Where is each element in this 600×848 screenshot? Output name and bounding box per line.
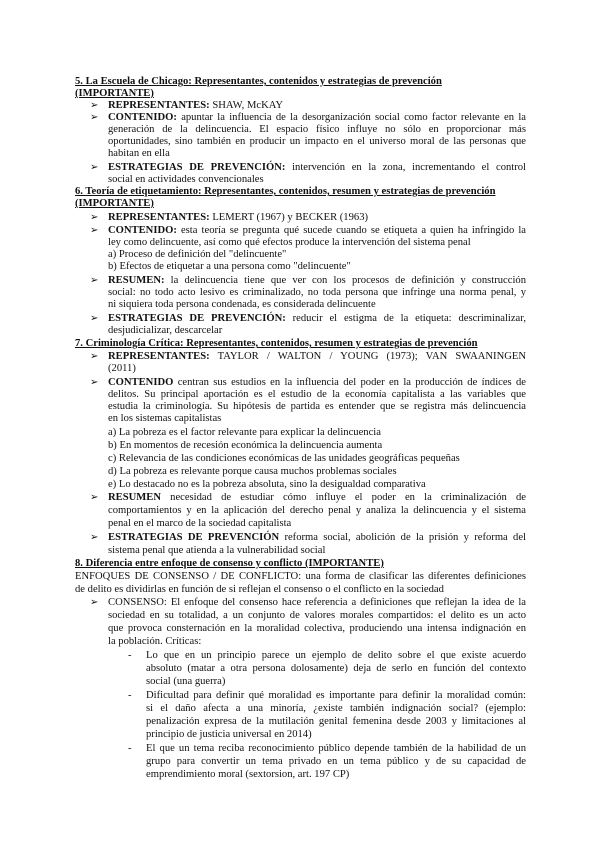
text-span: una forma de clasificar las diferentes definiciones xyxy=(305,571,526,582)
text-span: la delincuencia tiene que ver con los procesos de definición y construcción xyxy=(170,275,526,286)
s7-est-label: ESTRATEGIAS DE PREVENCIÓN xyxy=(108,532,280,543)
s7-representantes-line-1 xyxy=(108,351,526,363)
s6-cont-label: CONTENIDO: xyxy=(108,225,177,236)
dash-bullet: - xyxy=(128,743,132,754)
s7-contenido-line-4: en los sistemas capitalistas xyxy=(108,413,222,424)
bullet-arrow-icon: ➢ xyxy=(90,532,99,543)
s5-contenido-line-3: oportunidades, sino también en producir un impacto en el universo moral de las personas que xyxy=(108,136,526,147)
s5-rep-label: REPRESENTANTES: xyxy=(108,100,210,111)
s6-representantes xyxy=(108,212,368,224)
bullet-arrow-icon: ➢ xyxy=(90,597,99,608)
s7-estrategias-line-2: sistema penal que atienda a la vulnerabilidad social xyxy=(108,545,326,556)
s5-estrategias-line-1 xyxy=(108,162,526,174)
s8-consenso-line-3: que provoca consternación en la moralidad colectiva, produciendo una intensa indignación en xyxy=(108,623,526,634)
section-6-heading-tag: (IMPORTANTE) xyxy=(75,198,154,209)
section-6-heading: 6. Teoría de etiquetamiento: Representantes, contenidos, resumen y estrategias de prevención xyxy=(75,186,496,197)
s7-contenido-line-3: estudia la criminología. Su hipótesis de partida es entender que se registra más delincuencia xyxy=(108,401,526,412)
text-span: reducir el estigma de la etiqueta: descriminalizar, xyxy=(292,313,526,324)
critica-3-line-1: El que un tema reciba reconocimiento público depende también de la habilidad de un xyxy=(146,743,526,754)
s7-contenido-line-1 xyxy=(108,377,526,389)
s5-contenido-line-2: generación de la delincuencia. El espacio físico influye no sólo en proporcionar más xyxy=(108,124,526,135)
s6-est-label: ESTRATEGIAS DE PREVENCIÓN: xyxy=(108,313,286,324)
s6-rep-text: LEMERT (1967) y BECKER (1963) xyxy=(212,212,369,223)
s7-contenido-item-a: a) La pobreza es el factor relevante para explicar la delincuencia xyxy=(108,427,381,438)
text-span: intervención en la zona, incrementando el control xyxy=(292,162,526,173)
s5-est-label: ESTRATEGIAS DE PREVENCIÓN: xyxy=(108,162,286,173)
s8-intro-line-1 xyxy=(75,571,526,583)
s7-cont-label: CONTENIDO xyxy=(108,377,174,388)
bullet-arrow-icon: ➢ xyxy=(90,313,99,324)
section-7-heading: 7. Criminología Crítica: Representantes, contenidos, resumen y estrategias de prevención xyxy=(75,338,478,349)
s8-intro-label: ENFOQUES DE CONSENSO / DE CONFLICTO: xyxy=(75,571,302,582)
s7-resumen-line-2: comportamientos y en la aplicación del derecho penal y analiza la delincuencia y el sistema xyxy=(108,505,526,516)
s7-representantes-line-2: (2011) xyxy=(108,363,136,374)
critica-1-line-2: absoluto (matar a otra persona dolosamente) deja de serlo en función del contexto xyxy=(146,663,526,674)
s8-cons-label: CONSENSO: xyxy=(108,597,167,608)
s6-contenido-item-a: a) Proceso de definición del "delincuente" xyxy=(108,249,287,260)
s7-rep-label: REPRESENTANTES: xyxy=(108,351,210,362)
s6-resumen-line-3: ni siquiera toda persona condenada, es considerada delincuente xyxy=(108,299,376,310)
text-span: TAYLOR / WALTON / YOUNG (1973); VAN SWAANINGEN xyxy=(217,351,526,362)
text-span: centran sus estudios en la influencia del poder en la producción de índices de xyxy=(177,377,527,388)
critica-1-line-3: social (una guerra) xyxy=(146,676,226,687)
dash-bullet: - xyxy=(128,650,132,661)
bullet-arrow-icon: ➢ xyxy=(90,377,99,388)
s5-estrategias-line-2: social en actividades convencionales xyxy=(108,174,264,185)
s6-contenido-item-b: b) Efectos de etiquetar a una persona como "delincuente" xyxy=(108,261,351,272)
bullet-arrow-icon: ➢ xyxy=(90,212,99,223)
s7-contenido-line-2: delitos. Su principal aportación es el estudio de la economía capitalista a las variables que xyxy=(108,389,526,400)
s6-res-label: RESUMEN: xyxy=(108,275,165,286)
text-span: El enfoque del consenso hace referencia a definiciones que reflejan la idea de la xyxy=(170,597,526,608)
section-8-heading: 8. Diferencia entre enfoque de consenso y conflicto (IMPORTANTE) xyxy=(75,558,384,569)
s5-cont-label: CONTENIDO: xyxy=(108,112,177,123)
s8-consenso-line-1 xyxy=(108,597,526,609)
section-5-heading-tag: (IMPORTANTE) xyxy=(75,88,154,99)
s6-rep-label: REPRESENTANTES: xyxy=(108,212,210,223)
s6-resumen-line-2: social: no todo acto lesivo es criminalizado, no toda persona que infringe una norma penal, y xyxy=(108,287,526,298)
s7-contenido-item-d: d) La pobreza es relevante porque causa muchos problemas sociales xyxy=(108,466,397,477)
s6-estrategias-line-1 xyxy=(108,313,526,325)
s6-contenido-line-1 xyxy=(108,225,526,237)
s6-contenido-line-2: ley como delincuente, así como qué efectos produce la intervención del sistema penal xyxy=(108,237,471,248)
critica-1-line-1: Lo que en un principio parece un ejemplo de delito sobre el que existe acuerdo xyxy=(146,650,526,661)
bullet-arrow-icon: ➢ xyxy=(90,162,99,173)
bullet-arrow-icon: ➢ xyxy=(90,492,99,503)
critica-2-line-4: principio de justicia universal en 2014) xyxy=(146,729,312,740)
critica-3-line-2: grupo para convertir un tema privado en un tema público y de su capacidad de xyxy=(146,756,526,767)
section-5-heading: 5. La Escuela de Chicago: Representantes, contenidos y estrategias de prevención xyxy=(75,76,442,87)
s7-resumen-line-3: penal en el marco de la sociedad capitalista xyxy=(108,518,292,529)
bullet-arrow-icon: ➢ xyxy=(90,275,99,286)
critica-2-line-3: penalización expresa de la mutilación genital femenina desde 2003 y limitaciones al xyxy=(146,716,526,727)
bullet-arrow-icon: ➢ xyxy=(90,100,99,111)
critica-3-line-3: emprendimiento moral (sextorsion, art. 197 CP) xyxy=(146,769,350,780)
s5-representantes xyxy=(108,100,283,112)
text-span: reforma social, abolición de la prisión y reforma del xyxy=(284,532,527,543)
text-span: apuntar la influencia de la desorganización social como factor relevante en la xyxy=(181,112,526,123)
critica-2-line-2: si el daño afecta a una minoría, ¿existe también indignación social? (ejemplo: xyxy=(146,703,526,714)
s8-consenso-line-2: sociedad en su totalidad, a un conjunto de valores morales compartidos: el delito es un acto xyxy=(108,610,526,621)
s5-contenido-line-4: habitan en ella xyxy=(108,148,170,159)
s6-resumen-line-1 xyxy=(108,275,526,287)
s5-contenido-line-1 xyxy=(108,112,526,124)
s7-contenido-item-c: c) Relevancia de las condiciones económicas de las unidades geográficas pequeñas xyxy=(108,453,460,464)
text-span: esta teoría se pregunta qué sucede cuando se etiqueta a quien ha infringido la xyxy=(180,225,527,236)
s7-estrategias-line-1 xyxy=(108,532,526,544)
s7-contenido-item-b: b) En momentos de recesión económica la delincuencia aumenta xyxy=(108,440,383,451)
dash-bullet: - xyxy=(128,690,132,701)
bullet-arrow-icon: ➢ xyxy=(90,112,99,123)
text-span: necesidad de estudiar cómo influye el poder en la criminalización de xyxy=(170,492,526,503)
s7-res-label: RESUMEN xyxy=(108,492,161,503)
bullet-arrow-icon: ➢ xyxy=(90,351,99,362)
bullet-arrow-icon: ➢ xyxy=(90,225,99,236)
s7-resumen-line-1 xyxy=(108,492,526,504)
critica-2-line-1: Dificultad para definir qué moralidad es importante para definir la moralidad común: xyxy=(146,690,526,701)
s7-contenido-item-e: e) Lo destacado no es la pobreza absoluta, sino la desigualdad comparativa xyxy=(108,479,426,490)
s8-intro-line-2: de delito es dividirlas en función de si reflejan el consenso o el conflicto en la sociedad xyxy=(75,584,444,595)
s8-consenso-line-4: la población. Críticas: xyxy=(108,636,202,647)
s6-estrategias-line-2: desjudicializar, descarcelar xyxy=(108,325,223,336)
s5-rep-text: SHAW, McKAY xyxy=(212,100,284,111)
